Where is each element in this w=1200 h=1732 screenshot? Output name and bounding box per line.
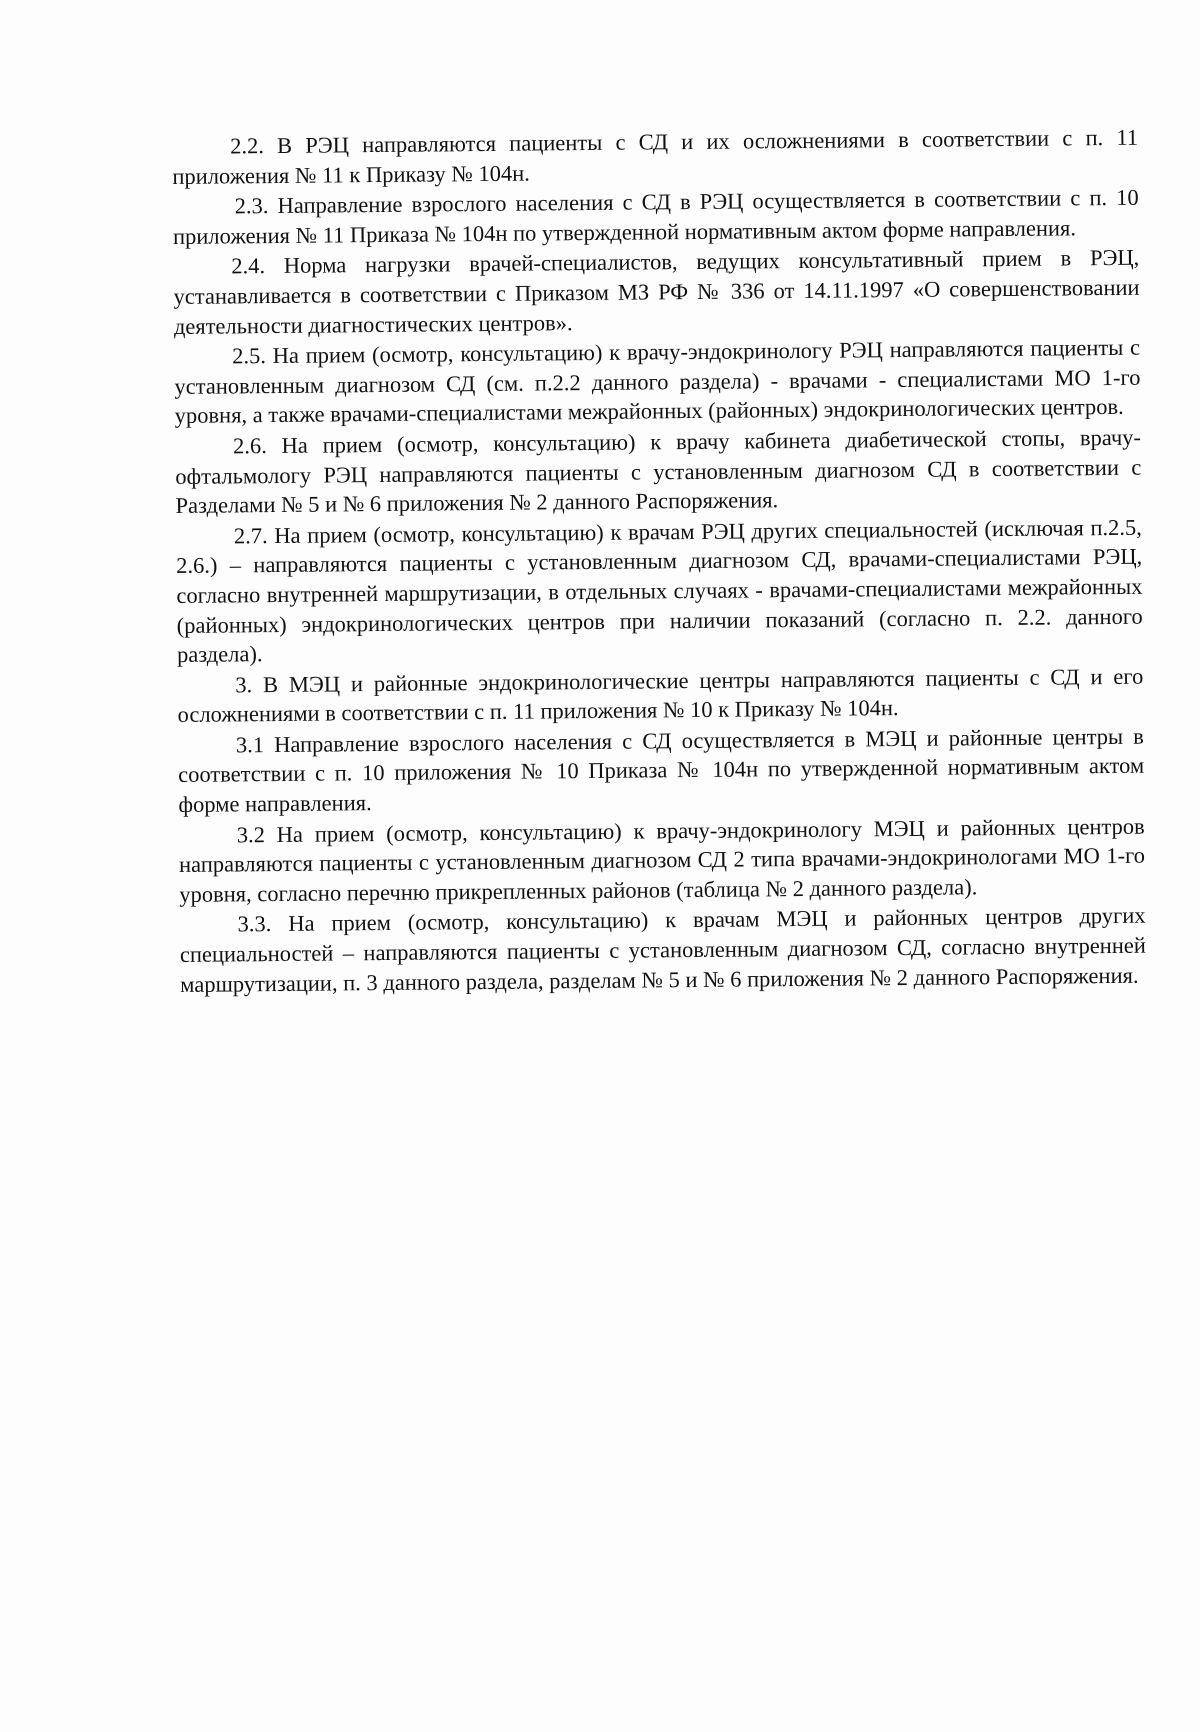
paragraph-2-5: 2.5. На прием (осмотр, консультацию) к врачу-эндокринологу РЭЦ направляются пациенты с установленным диагнозом СД (см. п.2.2 данного раздела) - врачами - специалистами МО 1-го уровня, а также врачами-специалистами межрайонных (районных) эндокринологических центров. (174, 334, 1141, 429)
paragraph-2-4: 2.4. Норма нагрузки врачей-специалистов, ведущих консультативный прием в РЭЦ, устанавливается в соответствии с Приказом МЗ РФ № 336 от 14.11.1997 «О совершенствовании деятельности диагностических центров». (173, 245, 1140, 339)
paragraph-2-3: 2.3. Направление взрослого населения с СД в РЭЦ осуществляется в соответствии с п. 10 приложения № 11 Приказа № 104н по утвержденной нормативным актом форме направления. (172, 184, 1139, 249)
paragraph-3-3: 3.3. На прием (осмотр, консультацию) к врачам МЭЦ и районных центров других специальностей – направляются пациенты с установленным диагнозом СД, согласно внутренней маршрутизации, п. 3 данного раздела, разделам № 5 и № 6 приложения № 2 данного Распоряжения. (179, 903, 1146, 997)
paragraph-3: 3. В МЭЦ и районные эндокринологические центры направляются пациенты с СД и его осложнениями в соответствии с п. 11 приложения № 10 к Приказу № 104н. (177, 663, 1144, 728)
paragraph-3-1: 3.1 Направление взрослого населения с СД осуществляется в МЭЦ и районные центры в соответствии с п. 10 приложения № 10 Приказа № 104н по утвержденной нормативным актом форме направления. (178, 723, 1145, 818)
paragraph-2-6: 2.6. На прием (осмотр, консультацию) к врачу кабинета диабетической стопы, врачу-офтальмологу РЭЦ направляются пациенты с установленным диагнозом СД в соответствии с Разделами № 5 и № 6 приложения № 2 данного Распоряжения. (175, 424, 1142, 519)
paragraph-3-2: 3.2 На прием (осмотр, консультацию) к врачу-эндокринологу МЭЦ и районных центров направляются пациенты с установленным диагнозом СД 2 типа врачами-эндокринологами МО 1-го уровня, согласно перечню прикрепленных районов (таблица № 2 данного раздела). (178, 813, 1146, 907)
paragraph-2-7: 2.7. На прием (осмотр, консультацию) к врачам РЭЦ других специальностей (исключая п.2.5, 2.6.) – направляются пациенты с установленным диагнозом СД, врачами-специалистами РЭЦ, согласно внутренней маршрутизации, в отдельных случаях - врачами-специалистами межрайонных (районных) эндокринологических центров при наличии показаний (согласно п. 2.2. данного раздела). (176, 514, 1143, 668)
paragraph-2-2: 2.2. В РЭЦ направляются пациенты с СД и их осложнениями в соответствии с п. 11 приложения № 11 к Приказу № 104н. (172, 124, 1139, 189)
document-body (172, 123, 1146, 1000)
